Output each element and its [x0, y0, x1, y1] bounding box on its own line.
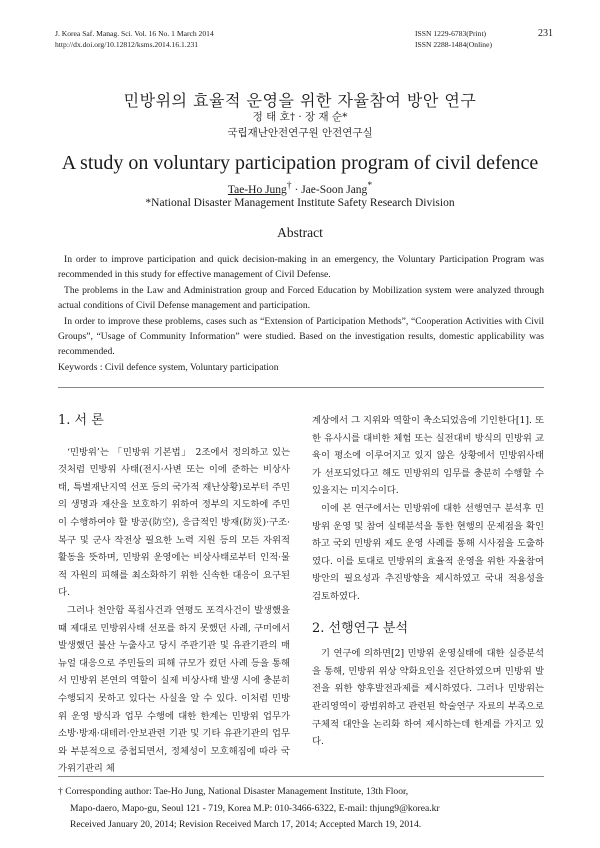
korean-authors: 정 태 호† · 장 재 순* [252, 111, 348, 123]
issn-print: ISSN 1229-6783(Print) [415, 29, 487, 38]
body-paragraph: 기 연구에 의하면[2] 민방위 운영실태에 대한 실증분석을 통해, 민방위 위상 약화요인을 진단하였으며 민방위 발전을 위한 향후발전과제를 제시하였다. 그러나 민방위는 관리영역이 광범위하고 관련된 학술연구 자료의 부족으로 구체적 대안을 논리화 하여 제시하는데 한계를 가지고 있다. [312, 648, 544, 748]
body-paragraph: 계상에서 그 지위와 역할이 축소되었음에 기인한다[1]. 또한 유사시를 대비한 체험 또는 실전대비 방식의 민방위 교육이 평소에 이루어지고 있지 않은 상황에서 민방위사태가 선포되었다고 해도 민방위의 임무를 충분히 수행할 수 있을지는 미지수이다. [312, 415, 544, 497]
english-affiliation: *National Disaster Management Institute Safety Research Division [145, 197, 455, 209]
doi-link[interactable]: http://dx.doi.org/10.12812/ksms.2014.16.1.231 [55, 40, 199, 49]
english-title: A study on voluntary participation program of civil defence [61, 152, 539, 174]
right-column [312, 412, 544, 751]
footnote-line: † Corresponding author: Tae-Ho Jung, National Disaster Management Institute, 13th Floor, [58, 786, 409, 797]
page-number: 231 [538, 28, 553, 39]
footnote-line: Mapo-daero, Mapo-gu, Seoul 121 - 719, Korea M.P: 010-3466-6322, E-mail: thjung9@korea.kr [70, 802, 440, 814]
korean-title: 민방위의 효율적 운영을 위한 자율참여 방안 연구 [123, 91, 477, 110]
body-paragraph: 그러나 천안함 폭침사건과 연평도 포격사건이 발생했을 때 제대로 민방위사태 선포를 하지 못했던 사례, 구미에서 발생했던 불산 누출사고 당시 주관기관 및 유관기관의 매뉴얼 대응으로 주민들의 피해 규모가 컸던 사례 등을 통해서 민방위 본연의 역할이 실제 비상사태 발생 시에 충분히 수행되지 못하고 있다는 사실을 알 수 있다. 이처럼 민방위 운영 방식과 업무 수행에 대한 한계는 민방위 업무가 소방·방재·대테러·안보관련 기관 및 기타 유관기관의 업무와 부분적으로 중첩되면서, 정체성이 모호해짐에 따라 국가위기관리 체 [58, 604, 290, 775]
left-column [58, 412, 290, 778]
korean-affiliation: 국립재난안전연구원 안전연구실 [227, 127, 373, 139]
abstract-body [58, 252, 544, 375]
section-heading: 1. 서 론 [58, 413, 104, 428]
author-separator: · [291, 183, 302, 196]
abstract-divider [58, 387, 544, 388]
english-authors [0, 180, 600, 196]
abstract-paragraph: The problems in the Law and Administration group and Forced Education by Mobilization system were analyzed through actual conditions of Civil Defense management and participation. [58, 284, 544, 312]
body-paragraph: 이에 본 연구에서는 민방위에 대한 선행연구 분석후 민방위 운영 및 참여 실태분석을 통한 현행의 문제점을 확인하고 국외 민방위 제도 운영 사례를 통해 시사점을 도출하였다. 이를 토대로 민방위의 효율적 운영을 위한 자율참여 방안의 필요성과 추진방향을 제시하였고 국내 적용성을 검토하였다. [312, 502, 544, 602]
author-first: Tae-Ho Jung [227, 183, 287, 196]
abstract-heading: Abstract [277, 225, 323, 240]
author-first-mark: † [286, 180, 292, 191]
keywords: Keywords : Civil defence system, Voluntary participation [58, 361, 279, 373]
footnote-line: Received January 20, 2014; Revision Received March 17, 2014; Accepted March 19, 2014. [70, 819, 422, 830]
footnote-divider [58, 776, 544, 777]
journal-citation: J. Korea Saf. Manag. Sci. Vol. 16 No. 1 March 2014 [55, 29, 214, 38]
author-second: Jae-Soon Jang [301, 183, 368, 196]
issn-online: ISSN 2288-1484(Online) [415, 40, 492, 49]
abstract-paragraph: In order to improve these problems, cases such as “Extension of Participation Methods”, “Cooperation Activities with Civil Groups”, “Usage of Community Information” were studied. Based on the investigation results, domestic applicability was recommended. [58, 315, 544, 358]
abstract-paragraph: In order to improve participation and quick decision-making in an emergency, the Voluntary Participation Program was recommended in this study for effective management of Civil Defense. [58, 254, 544, 281]
body-paragraph: ‘민방위’는 「민방위 기본법」 2조에서 정의하고 있는 것처럼 민방위 사태(전시·사변 또는 이에 준하는 비상사태, 특별재난지역 선포 등의 국가적 재난상황)로부터 주민의 생명과 재산을 보호하기 위하여 정부의 지도하에 주민이 수행하여야 할 방공(防空), 응급적인 방재(防災)·구조·복구 및 군사 작전상 필요한 노력 지원 등의 모든 자위적 활동을 뜻하며, 민방위 운영에는 비상사태로부터 인적·물적 자원의 피해를 최소화하기 위한 신속한 대응이 요구된다. [58, 446, 290, 599]
footnote [58, 784, 548, 834]
author-second-mark: * [367, 180, 373, 191]
section-heading: 2. 선행연구 분석 [312, 620, 409, 636]
